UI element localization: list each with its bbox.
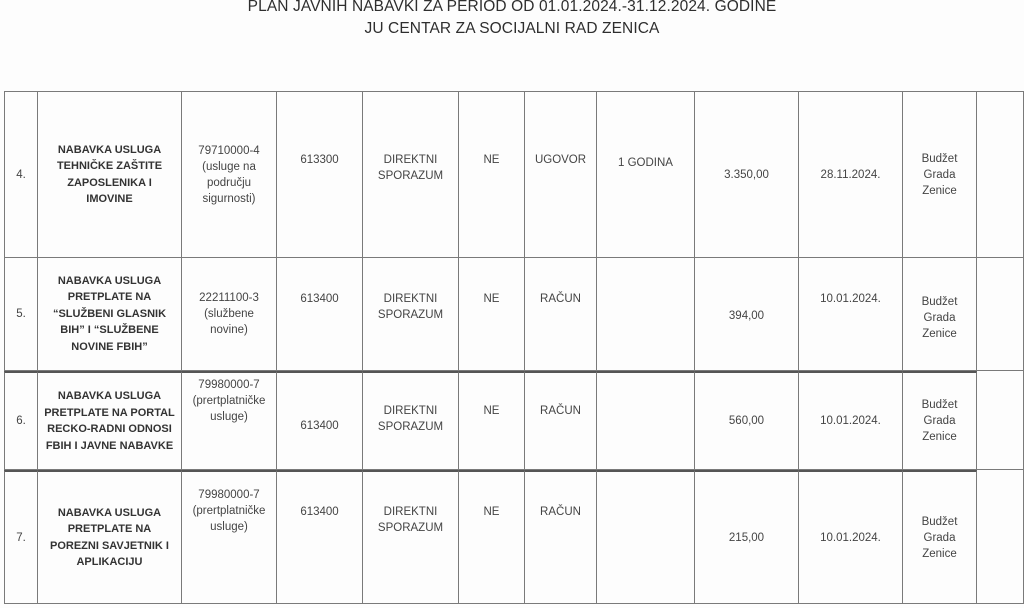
account-cell-text: 613300: [300, 154, 339, 166]
cell-line: (prertplatničke: [192, 395, 266, 407]
contract-type-cell-text: RAČUN: [540, 405, 581, 417]
funding-source-cell-text: [922, 151, 958, 199]
funding-source-cell: [903, 371, 977, 470]
cpv-code-cell-text: [198, 143, 259, 207]
row-number-text: 4.: [16, 168, 26, 181]
note-cell: [977, 470, 1024, 604]
contract-type-cell: [525, 91, 597, 258]
cell-line: Zenice: [922, 328, 957, 340]
value-cell-text: 215,00: [728, 531, 765, 544]
e-auction-cell: [459, 91, 525, 258]
e-auction-cell-text: NE: [483, 506, 500, 518]
cell-line: NABAVKA USLUGA: [57, 274, 162, 287]
cell-line: ZAPOSLENIKA I: [67, 176, 152, 189]
cell-line: Grada: [923, 415, 956, 427]
cell-line: IMOVINE: [86, 193, 133, 205]
funding-source-cell: [903, 470, 977, 604]
cell-line: Budžet: [921, 515, 958, 528]
cell-line: novine): [210, 324, 248, 336]
e-auction-cell-text: NE: [483, 293, 500, 305]
account-cell: [277, 91, 363, 258]
cpv-code-cell: [182, 91, 277, 258]
e-auction-cell-text: NE: [483, 405, 500, 417]
subject-cell-text: [57, 142, 162, 208]
row-number: [4, 371, 38, 470]
cell-line: Zenice: [922, 184, 957, 197]
duration-cell: [597, 258, 695, 371]
date-cell: [799, 470, 903, 604]
cpv-code-cell: [182, 258, 277, 371]
contract-type-cell: [525, 371, 597, 470]
cell-line: 22211100-3: [199, 292, 259, 304]
contract-type-cell-text: RAČUN: [540, 293, 581, 305]
date-cell-text: 10.01.2024.: [820, 415, 881, 427]
cell-line: “SLUŽBENI GLASNIK: [52, 307, 167, 320]
procedure-cell-text: [378, 504, 443, 536]
date-cell: [799, 371, 903, 470]
cell-line: području: [206, 176, 252, 189]
cell-line: Budžet: [921, 152, 958, 165]
subject-cell: [38, 258, 182, 371]
subject-cell: [38, 371, 182, 470]
cell-line: Budžet: [921, 296, 958, 308]
cell-line: DIREKTNI: [383, 405, 438, 417]
cell-line: SPORAZUM: [377, 421, 444, 433]
cell-line: 79980000-7: [198, 489, 260, 501]
duration-cell-text: 1 GODINA: [618, 157, 673, 169]
document-subtitle: JU CENTAR ZA SOCIJALNI RAD ZENICA: [364, 20, 660, 37]
duration-cell: [597, 371, 695, 470]
e-auction-cell: [459, 470, 525, 604]
row-number: [4, 258, 38, 371]
note-cell: [977, 258, 1024, 371]
funding-source-cell-text: [922, 397, 958, 445]
cell-line: PRETPLATE NA PORTAL: [44, 406, 175, 419]
e-auction-cell-text: NE: [483, 154, 500, 166]
cell-line: TEHNIČKE ZAŠTITE: [56, 160, 163, 172]
value-cell: [695, 258, 799, 371]
funding-source-cell: [903, 258, 977, 371]
contract-type-cell: [525, 470, 597, 604]
value-cell: [695, 371, 799, 470]
cell-line: usluge): [210, 521, 248, 533]
account-cell: [277, 470, 363, 604]
funding-source-cell-text: [922, 514, 958, 562]
cell-line: POREZNI SAVJETNIK I: [50, 539, 169, 552]
cell-line: SPORAZUM: [377, 170, 444, 182]
row-number-text: 5.: [16, 308, 26, 320]
note-cell: [977, 371, 1024, 470]
cell-line: PRETPLATE NA: [67, 291, 152, 304]
cell-line: Grada: [923, 168, 956, 181]
subject-cell-text: [53, 273, 166, 356]
contract-type-cell-text: UGOVOR: [534, 154, 587, 166]
cell-line: DIREKTNI: [383, 293, 438, 305]
note-cell: [977, 91, 1024, 258]
cell-line: DIREKTNI: [383, 506, 438, 518]
cell-line: APLIKACIJU: [76, 556, 143, 568]
cell-line: BIH” I “SLUŽBENE: [60, 324, 159, 337]
cell-line: NABAVKA USLUGA: [57, 390, 162, 402]
cell-line: usluge): [210, 411, 248, 423]
row-number: [4, 470, 38, 604]
cell-line: NOVINE FBIH”: [71, 340, 148, 353]
date-cell: [799, 258, 903, 371]
e-auction-cell: [459, 371, 525, 470]
row-number-text: 7.: [16, 531, 26, 544]
cell-line: (službene: [204, 308, 254, 320]
account-cell-text: 613400: [300, 506, 339, 518]
subject-cell-text: [44, 388, 175, 454]
cell-line: SPORAZUM: [377, 522, 444, 534]
value-cell-text: 394,00: [728, 310, 765, 322]
cpv-code-cell-text: [199, 290, 259, 338]
funding-source-cell: [903, 91, 977, 258]
cpv-code-cell: [182, 371, 277, 470]
cell-line: 79980000-7: [198, 379, 260, 391]
cell-line: 79710000-4: [198, 144, 260, 157]
account-cell: [277, 371, 363, 470]
date-cell-text: 10.01.2024.: [820, 293, 881, 305]
account-cell-text: 613400: [300, 420, 339, 432]
row-number-text: 6.: [16, 415, 26, 427]
date-cell-text: 10.01.2024.: [820, 531, 881, 544]
subject-cell: [38, 91, 182, 258]
date-cell: [799, 91, 903, 258]
subject-cell: [38, 470, 182, 604]
row-number: [4, 91, 38, 258]
procedure-cell: [363, 258, 459, 371]
cell-line: SPORAZUM: [377, 309, 444, 321]
document-title: PLAN JAVNIH NABAVKI ZA PERIOD OD 01.01.2024.-31.12.2024. GODINE: [247, 0, 777, 15]
procedure-cell: [363, 371, 459, 470]
procedure-cell-text: [378, 291, 443, 323]
value-cell-text: 3.350,00: [724, 168, 769, 181]
cell-line: Budžet: [921, 399, 958, 411]
e-auction-cell: [459, 258, 525, 371]
cpv-code-cell-text: [193, 487, 266, 535]
procedure-cell: [363, 91, 459, 258]
cell-line: Grada: [923, 312, 956, 324]
account-cell-text: 613400: [300, 293, 339, 305]
cell-line: sigurnosti): [202, 192, 256, 205]
cell-line: Zenice: [922, 547, 957, 560]
cell-line: NABAVKA USLUGA: [57, 143, 162, 156]
procedure-cell-text: [378, 403, 443, 435]
value-cell: [695, 470, 799, 604]
cell-line: Zenice: [922, 431, 957, 443]
cell-line: NABAVKA USLUGA: [57, 506, 162, 519]
procedure-cell-text: [378, 152, 443, 184]
contract-type-cell: [525, 258, 597, 371]
date-cell-text: 28.11.2024.: [820, 168, 881, 181]
cell-line: (prertplatničke: [192, 505, 266, 517]
value-cell: [695, 91, 799, 258]
value-cell-text: 560,00: [728, 415, 765, 427]
duration-cell: [597, 91, 695, 258]
duration-cell: [597, 470, 695, 604]
account-cell: [277, 258, 363, 371]
subject-cell-text: [50, 505, 169, 571]
cpv-code-cell-text: [193, 377, 266, 425]
contract-type-cell-text: RAČUN: [540, 506, 581, 518]
cell-line: RECKO-RADNI ODNOSI: [47, 423, 172, 435]
cell-line: Grada: [923, 531, 956, 544]
funding-source-cell-text: [922, 294, 958, 342]
cell-line: FBIH I JAVNE NABAVKE: [45, 439, 174, 452]
cell-line: DIREKTNI: [383, 154, 438, 166]
cell-line: (usluge na: [202, 160, 256, 173]
procedure-cell: [363, 470, 459, 604]
cpv-code-cell: [182, 470, 277, 604]
cell-line: PRETPLATE NA: [67, 523, 152, 535]
